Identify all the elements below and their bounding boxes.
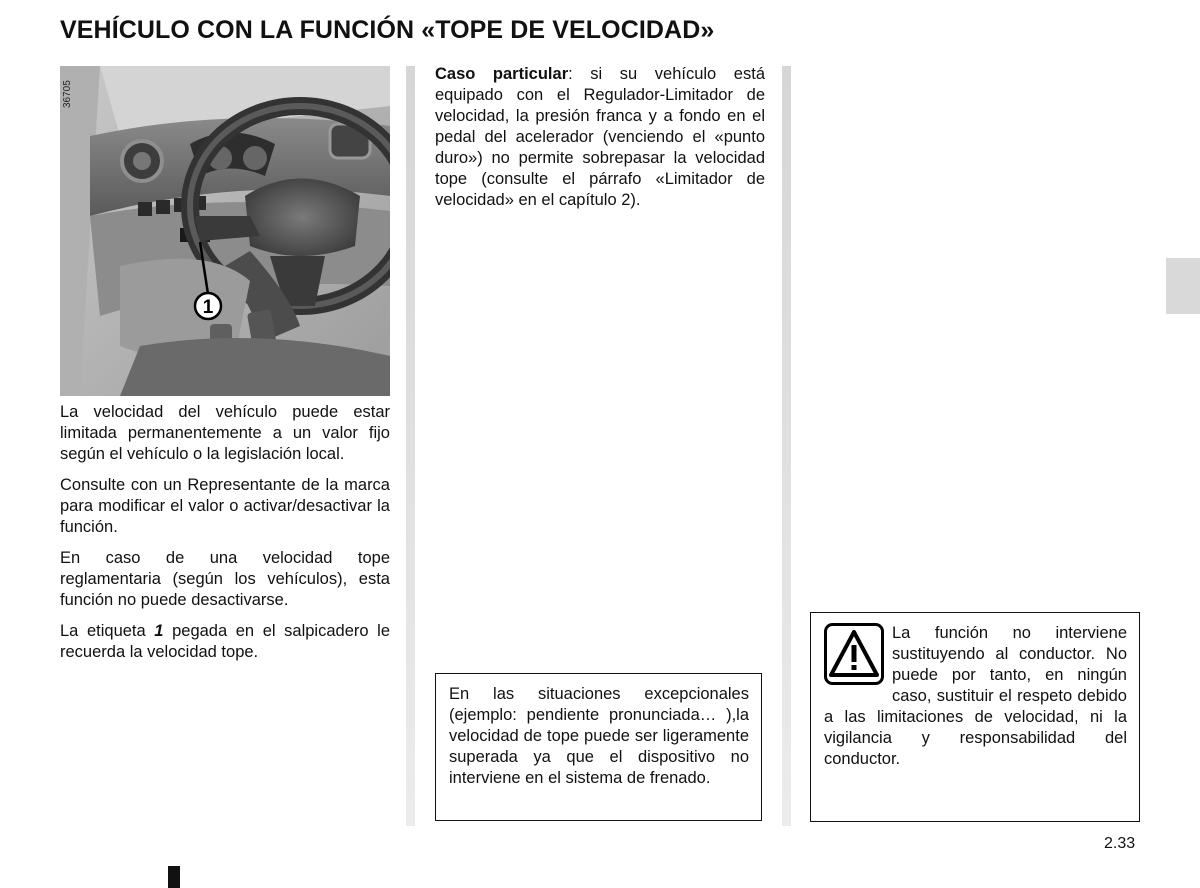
column-divider — [406, 66, 415, 826]
text-fragment: pegada en el salpicadero le recuerda la velocidad tope. — [60, 622, 390, 661]
warning-text: La función no interviene sustituyendo al conductor. No puede por tanto, en ningún caso, sustituir el respeto debido a las limitaciones de velocidad, ni la vigilancia y responsabilidad del conductor. — [824, 624, 1127, 768]
warning-box — [810, 612, 1140, 822]
label-number: 1 — [154, 622, 164, 640]
special-case-text: : si su vehículo está equipado con el Regulador-Limitador de velocidad, la presión franca y a fondo en el pedal del acelerador (venciendo el «punto duro») no permite sobrepasar la velocidad tope (consulte el párrafo «Limitador de velocidad» en el capítulo 2). — [435, 65, 765, 209]
note-box — [435, 673, 762, 821]
dashboard-photo — [60, 66, 390, 396]
column-divider — [782, 66, 791, 826]
label-paragraph — [60, 621, 390, 663]
chapter-tab — [1166, 258, 1200, 314]
special-case-paragraph — [435, 64, 765, 211]
callout-label: 1 — [202, 297, 214, 318]
page-number: 2.33 — [1104, 835, 1136, 852]
warning-triangle-icon — [824, 623, 884, 685]
text-fragment: La etiqueta — [60, 622, 155, 640]
image-code: 36705 — [62, 80, 73, 108]
paragraph: Consulte con un Representante de la marca para modificar el valor o activar/desactivar la función. — [60, 476, 390, 536]
crop-mark — [168, 866, 180, 888]
paragraph: La velocidad del vehículo puede estar limitada permanentemente a un valor fijo según el vehículo o la legislación local. — [60, 403, 390, 463]
special-case-label: Caso particular — [435, 65, 569, 83]
paragraph: En caso de una velocidad tope reglamentaria (según los vehículos), esta función no puede desactivarse. — [60, 549, 390, 609]
left-column — [60, 402, 390, 673]
note-text: En las situaciones excepcionales (ejemplo: pendiente pronunciada… ),la velocidad de tope puede ser ligeramente superada ya que el dispositivo no interviene en el sistema de frenado. — [449, 685, 749, 787]
page-title: VEHÍCULO CON LA FUNCIÓN «TOPE DE VELOCIDAD» — [60, 16, 715, 44]
